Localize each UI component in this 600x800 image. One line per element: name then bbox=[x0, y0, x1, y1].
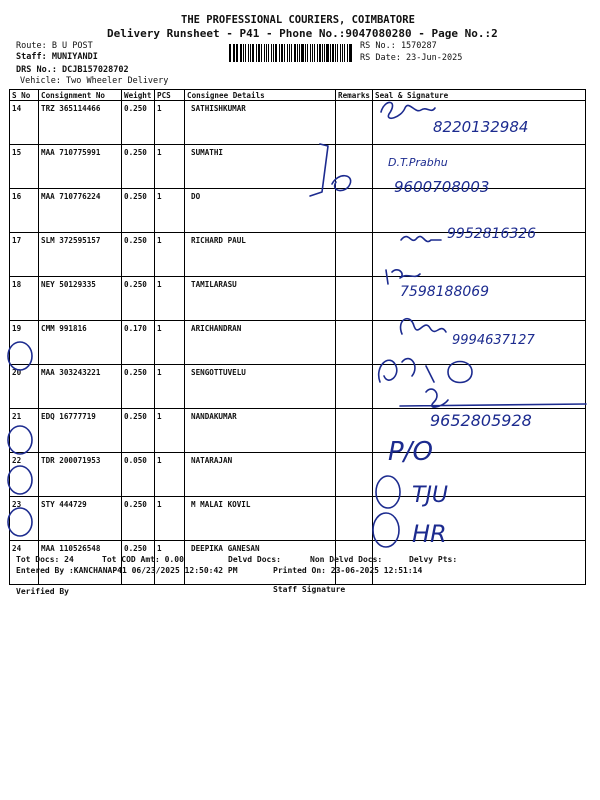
cell-remarks bbox=[336, 233, 373, 277]
cell-pcs: 1 bbox=[155, 321, 185, 365]
cell-consignment: EDQ 16777719 bbox=[39, 409, 122, 453]
barcode-bar bbox=[268, 44, 269, 62]
barcode-bar bbox=[233, 44, 234, 62]
barcode-bar bbox=[347, 44, 349, 62]
signature-row-14 bbox=[375, 96, 575, 140]
cell-weight: 0.170 bbox=[122, 321, 155, 365]
barcode-bar bbox=[279, 44, 280, 62]
barcode-bar bbox=[258, 44, 260, 62]
col-header-remarks: Remarks bbox=[336, 90, 373, 101]
barcode-bar bbox=[337, 44, 338, 62]
handwritten-phone-14: 8220132984 bbox=[433, 118, 529, 136]
barcode-bar bbox=[330, 44, 331, 62]
barcode-bar bbox=[299, 44, 300, 62]
cell-weight: 0.250 bbox=[122, 409, 155, 453]
barcode-bar bbox=[326, 44, 328, 62]
cell-consignee: M MALAI KOVIL bbox=[185, 497, 336, 541]
cell-consignee: TAMILARASU bbox=[185, 277, 336, 321]
barcode-bar bbox=[335, 44, 336, 62]
handwritten-phone-21: 9652805928 bbox=[430, 411, 532, 430]
table-row bbox=[10, 541, 586, 585]
cell-sno: 14 bbox=[10, 101, 39, 145]
route-label: Route: B U POST bbox=[16, 41, 93, 51]
barcode-bar bbox=[275, 44, 277, 62]
barcode-bar bbox=[294, 44, 296, 62]
barcode-bar bbox=[322, 44, 323, 62]
handwritten-mark-24: HR bbox=[412, 520, 447, 548]
tot-docs: Tot Docs: 24 bbox=[16, 555, 74, 564]
barcode-bar bbox=[236, 44, 238, 62]
barcode-bar bbox=[261, 44, 262, 62]
cell-remarks bbox=[336, 497, 373, 541]
cell-pcs: 1 bbox=[155, 365, 185, 409]
cell-remarks bbox=[336, 277, 373, 321]
delivery-points: Delvy Pts: bbox=[409, 555, 458, 564]
cell-remarks bbox=[336, 365, 373, 409]
col-header-sno: S No bbox=[10, 90, 39, 101]
handwritten-mark-23: TJU bbox=[412, 483, 449, 508]
cell-weight: 0.250 bbox=[122, 277, 155, 321]
cell-remarks bbox=[336, 101, 373, 145]
signature-row-18 bbox=[380, 262, 550, 306]
drs-number: DRS No.: DCJB157028702 bbox=[16, 65, 129, 75]
cell-weight: 0.250 bbox=[122, 145, 155, 189]
cell-consignee: ARICHANDRAN bbox=[185, 321, 336, 365]
runsheet-barcode bbox=[229, 44, 353, 62]
handwritten-phone-15: 9600708003 bbox=[394, 178, 490, 196]
signature-row-21 bbox=[396, 380, 586, 432]
cell-weight: 0.250 bbox=[122, 189, 155, 233]
barcode-bar bbox=[312, 44, 313, 62]
barcode-bar bbox=[289, 44, 291, 62]
barcode-bar bbox=[324, 44, 325, 62]
signature-row-22 bbox=[380, 430, 510, 470]
cell-sno: 19 bbox=[10, 321, 39, 365]
cell-consignment: MAA 710775991 bbox=[39, 145, 122, 189]
barcode-bar bbox=[332, 44, 334, 62]
signature-row-15 bbox=[300, 140, 580, 220]
printed-on: Printed On: 23-06-2025 12:51:14 bbox=[273, 566, 423, 575]
cell-remarks bbox=[336, 453, 373, 497]
company-title: THE PROFESSIONAL COURIERS, COIMBATORE bbox=[181, 14, 415, 26]
cell-sno: 16 bbox=[10, 189, 39, 233]
cell-consignment: NEY 50129335 bbox=[39, 277, 122, 321]
cell-consignment: TRZ 365114466 bbox=[39, 101, 122, 145]
barcode-bar bbox=[342, 44, 343, 62]
cell-sno: 23 bbox=[10, 497, 39, 541]
handwritten-phone-17: 9952816326 bbox=[447, 226, 537, 242]
barcode-bar bbox=[344, 44, 345, 62]
verified-by: Verified By bbox=[16, 587, 69, 596]
handwritten-mark-22: P/O bbox=[388, 437, 433, 467]
barcode-bar bbox=[266, 44, 268, 62]
barcode-bar bbox=[340, 44, 342, 62]
cell-pcs: 1 bbox=[155, 541, 185, 585]
cell-weight: 0.250 bbox=[122, 541, 155, 585]
cell-pcs: 1 bbox=[155, 277, 185, 321]
barcode-bar bbox=[307, 44, 309, 62]
cell-consignee: RICHARD PAUL bbox=[185, 233, 336, 277]
col-header-weight: Weight bbox=[122, 90, 155, 101]
barcode-bar bbox=[287, 44, 288, 62]
tot-cod-amount: Tot COD Amt: 0.00 bbox=[102, 555, 184, 564]
cell-consignee: NANDAKUMAR bbox=[185, 409, 336, 453]
cell-weight: 0.250 bbox=[122, 365, 155, 409]
cell-sno: 15 bbox=[10, 145, 39, 189]
cell-consignee: DO bbox=[185, 189, 336, 233]
staff-label: Staff: MUNIYANDI bbox=[16, 52, 98, 62]
barcode-bar bbox=[252, 44, 254, 62]
cell-sno: 24 bbox=[10, 541, 39, 585]
cell-sno: 22 bbox=[10, 453, 39, 497]
cell-pcs: 1 bbox=[155, 145, 185, 189]
barcode-bar bbox=[310, 44, 311, 62]
barcode-bar bbox=[284, 44, 285, 62]
cell-sno: 18 bbox=[10, 277, 39, 321]
barcode-bar bbox=[229, 44, 231, 62]
cell-sno: 20 bbox=[10, 365, 39, 409]
barcode-bar bbox=[319, 44, 321, 62]
cell-sno: 21 bbox=[10, 409, 39, 453]
cell-pcs: 1 bbox=[155, 233, 185, 277]
cell-consignee: SENGOTTUVELU bbox=[185, 365, 336, 409]
barcode-bar bbox=[271, 44, 272, 62]
barcode-bar bbox=[256, 44, 257, 62]
cell-weight: 0.250 bbox=[122, 497, 155, 541]
barcode-bar bbox=[301, 44, 303, 62]
barcode-bar bbox=[273, 44, 275, 62]
cell-consignment: MAA 303243221 bbox=[39, 365, 122, 409]
barcode-bar bbox=[264, 44, 265, 62]
handwritten-phone-18: 7598188069 bbox=[400, 284, 490, 300]
barcode-bar bbox=[245, 44, 246, 62]
cell-consignment: STY 444729 bbox=[39, 497, 122, 541]
staff-signature: Staff Signature bbox=[273, 585, 346, 594]
cell-consignment: SLM 372595157 bbox=[39, 233, 122, 277]
cell-remarks bbox=[336, 409, 373, 453]
cell-consignee: SATHISHKUMAR bbox=[185, 101, 336, 145]
rs-number: RS No.: 1570287 bbox=[360, 41, 437, 51]
barcode-bar bbox=[314, 44, 315, 62]
cell-weight: 0.250 bbox=[122, 233, 155, 277]
cell-pcs: 1 bbox=[155, 189, 185, 233]
sno-circles bbox=[0, 340, 40, 540]
barcode-bar bbox=[243, 44, 244, 62]
cell-consignment: MAA 110526548 bbox=[39, 541, 122, 585]
barcode-bar bbox=[317, 44, 319, 62]
barcode-bar bbox=[291, 44, 292, 62]
signature-row-17 bbox=[395, 220, 585, 260]
handwritten-name-15: D.T.Prabhu bbox=[388, 156, 448, 169]
barcode-bar bbox=[349, 44, 351, 62]
cell-consignment: CMM 991816 bbox=[39, 321, 122, 365]
cell-weight: 0.050 bbox=[122, 453, 155, 497]
delivered-docs: Delvd Docs: bbox=[228, 555, 281, 564]
entered-by: Entered By :KANCHANAP41 06/23/2025 12:50:42 PM bbox=[16, 566, 238, 575]
cell-consignee: NATARAJAN bbox=[185, 453, 336, 497]
barcode-bar bbox=[234, 44, 235, 62]
col-header-pcs: PCS bbox=[155, 90, 185, 101]
cell-consignment: MAA 710776224 bbox=[39, 189, 122, 233]
signature-row-24 bbox=[368, 508, 498, 552]
cell-weight: 0.250 bbox=[122, 101, 155, 145]
handwritten-phone-19: 9994637127 bbox=[452, 333, 535, 348]
barcode-bar bbox=[281, 44, 283, 62]
cell-consignee: SUMATHI bbox=[185, 145, 336, 189]
barcode-bar bbox=[305, 44, 306, 62]
cell-pcs: 1 bbox=[155, 497, 185, 541]
cell-consignee: DEEPIKA GANESAN bbox=[185, 541, 336, 585]
cell-remarks bbox=[336, 321, 373, 365]
cell-pcs: 1 bbox=[155, 453, 185, 497]
vehicle-label: Vehicle: Two Wheeler Delivery bbox=[20, 76, 169, 86]
barcode-bar bbox=[297, 44, 298, 62]
cell-pcs: 1 bbox=[155, 101, 185, 145]
cell-consignment: TDR 200071953 bbox=[39, 453, 122, 497]
col-header-consignee: Consignee Details bbox=[185, 90, 336, 101]
barcode-bar bbox=[248, 44, 249, 62]
non-delivered-docs: Non Delvd Docs: bbox=[310, 555, 383, 564]
cell-sno: 17 bbox=[10, 233, 39, 277]
barcode-bar bbox=[240, 44, 242, 62]
cell-pcs: 1 bbox=[155, 409, 185, 453]
col-header-consignment: Consignment No bbox=[39, 90, 122, 101]
barcode-bar bbox=[250, 44, 252, 62]
rs-date: RS Date: 23-Jun-2025 bbox=[360, 53, 463, 63]
runsheet-title: Delivery Runsheet - P41 - Phone No.:9047080280 - Page No.:2 bbox=[107, 27, 498, 40]
col-header-signature: Seal & Signature bbox=[373, 90, 586, 101]
